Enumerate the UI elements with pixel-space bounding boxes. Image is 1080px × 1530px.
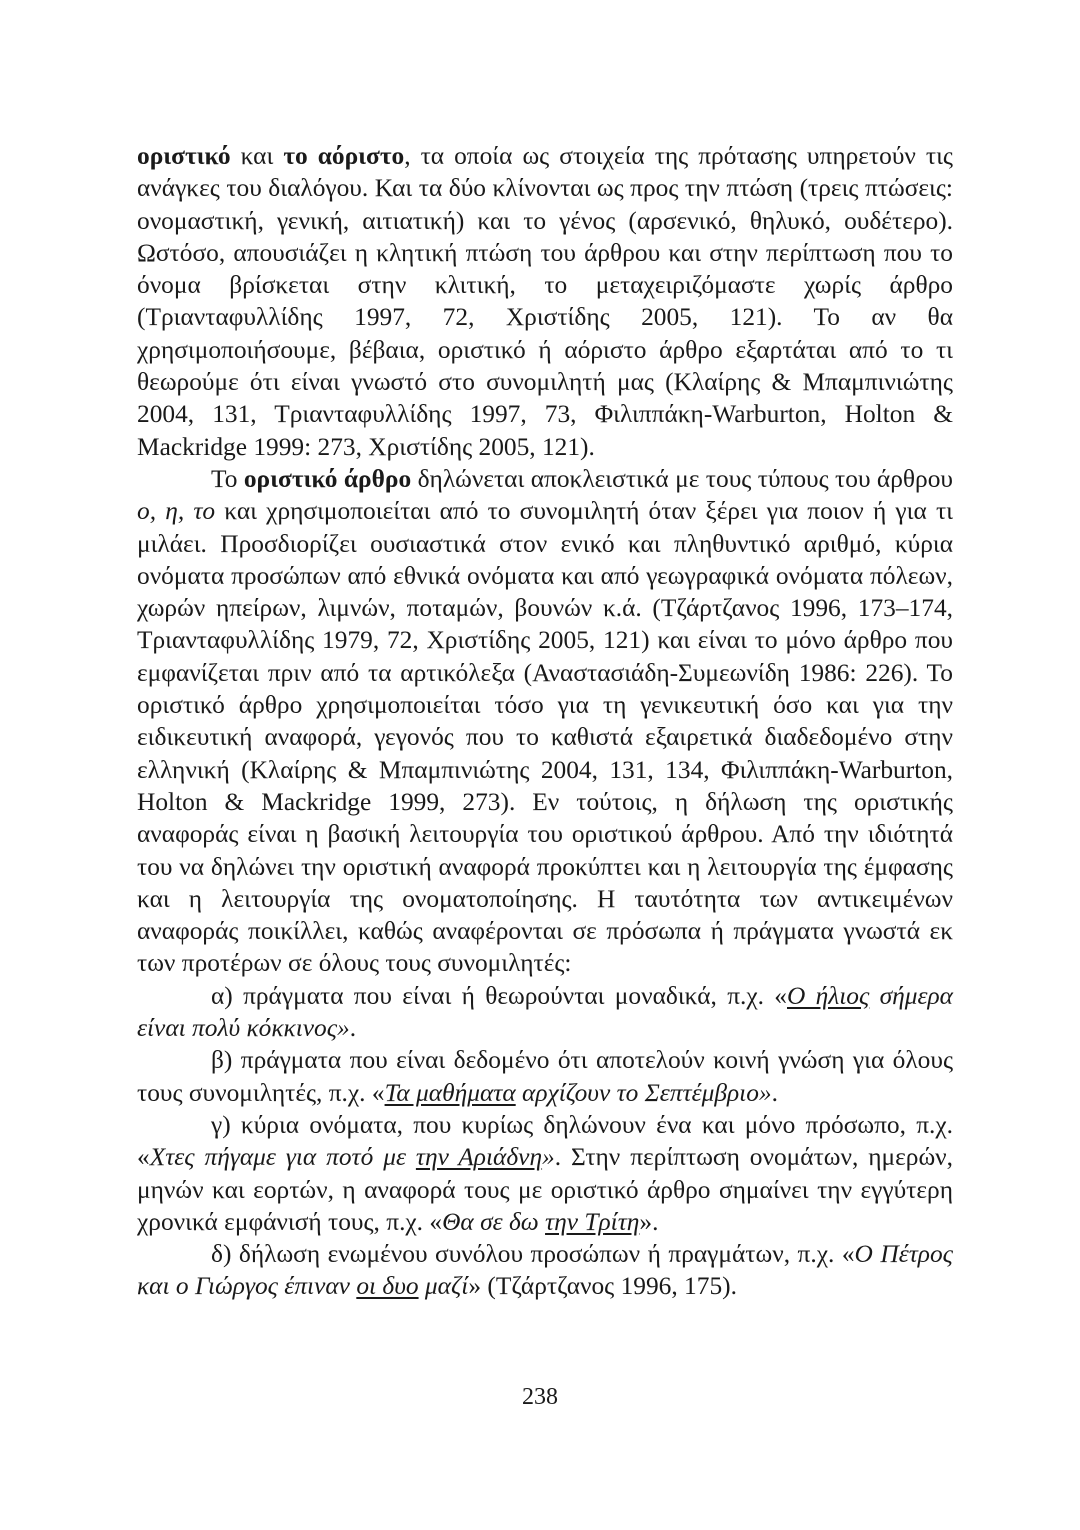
list-item-united-group xyxy=(137,1238,953,1303)
italic-example: σήμερα είναι πολύ κόκκινος» xyxy=(137,981,953,1043)
bold-term: το αόριστο xyxy=(283,142,405,170)
text-run: γ) κύρια ονόματα, που κυρίως δηλώνουν ένα και μόνο πρόσωπο, π.χ. « xyxy=(137,1110,953,1172)
list-item-common-knowledge xyxy=(137,1044,953,1109)
list-item-proper-names xyxy=(137,1109,953,1238)
text-run: δ) δήλωση ενωμένου συνόλου προσώπων ή πραγμάτων, π.χ. « xyxy=(211,1240,855,1269)
text-run: Το xyxy=(211,464,244,493)
italic-example: » xyxy=(542,1143,555,1172)
text-run: δηλώνεται αποκλειστικά με τους τύπους του άρθρου xyxy=(411,464,953,493)
paragraph-definite-article xyxy=(137,463,953,980)
text-run: . Στην περίπτωση ονομάτων, ημερών, μηνών και εορτών, η αναφορά τους με οριστικό άρθρο σημαίνει την εγγύτερη χρονικά εμφάνισή τους, π.χ. « xyxy=(137,1143,953,1236)
text-run: » (Τζάρτζανος 1996, 175). xyxy=(468,1272,737,1301)
underlined-example xyxy=(545,1208,639,1236)
text-run: β) πράγματα που είναι δεδομένο ότι αποτελούν κοινή γνώση για όλους τους συνομιλητές, π.χ. « xyxy=(137,1046,953,1107)
underlined-example xyxy=(787,982,869,1010)
list-item-unique-things xyxy=(137,980,953,1045)
text-run: , τα οποία ως στοιχεία της πρότασης υπηρετούν τις ανάγκες του διαλόγου. Και τα δύο κλίνονται ως προς την πτώση (τρεις πτώσεις: ονομαστική, γενική, αιτιατική) και το γένος (αρσενικό, θηλυκό, ουδέτερο). Ωστόσο, απουσιάζει η κλητική πτώση του άρθρου και στην περίπτωση που το όνομα βρίσκεται στην κλιτική, το μεταχειριζόμαστε χωρίς άρθρο (Τριανταφυλλίδης 1997, 72, Χριστίδης 2005, 121). Το αν θα χρησιμοποιήσουμε, βέβαια, οριστικό ή αόριστο άρθρο εξαρτάται από το τι θεωρούμε ότι είναι γνωστό στο συνομιλητή μας (Κλαίρης & Μπαμπινιώτης 2004, 131, Τριανταφυλλίδης 1997, 73, Φιλιππάκη-Warburton, Holton & Mackridge 1999: 273, Χριστίδης 2005, 121). xyxy=(137,142,953,461)
bold-term: οριστικό xyxy=(137,142,231,170)
underlined-example xyxy=(356,1272,418,1300)
italic-example: ο, η, το xyxy=(137,497,216,526)
underlined-example-text: οι δυο xyxy=(356,1272,419,1301)
underlined-example-text: την Αριάδνη xyxy=(415,1143,543,1172)
text-run: και χρησιμοποιείται από το συνομιλητή όταν ξέρει για ποιον ή για τι μιλάει. Προσδιορίζει ουσιαστικά στον ενικό και πληθυντικό αριθμό, κύρια ονόματα προσώπων από εθνικά ονόματα και από γεωγραφικά ονόματα πόλεων, χωρών ηπείρων, λιμνών, ποταμών, βουνών κ.ά. (Τζάρτζανος 1996, 173–174, Τριανταφυλλίδης 1979, 72, Χριστίδης 2005, 121) και είναι το μόνο άρθρο που εμφανίζεται πριν από τα αρτικόλεξα (Αναστασιάδη-Συμεωνίδη 1986: 226). Το οριστικό άρθρο χρησιμοποιείται τόσο για τη γενικευτική όσο και για την ειδικευτική αναφορά, γεγονός που το καθιστά εξαιρετικά διαδεδομένο στην ελληνική (Κλαίρης & Μπαμπινιώτης 2004, 131, 134, Φιλιππάκη-Warburton, Holton & Mackridge 1999, 273). Εν τούτοις, η δήλωση της οριστικής αναφοράς είναι η βασική λειτουργία του οριστικού άρθρου. Από την ιδιότητά του να δηλώνει την οριστική αναφορά προκύπτει και η λειτουργία της έμφασης και η λειτουργία της ονοματοποίησης. Η ταυτότητα των αντικειμένων αναφοράς ποικίλλει, καθώς αναφέρονται σε πρόσωπα ή πράγματα γνωστά εκ των προτέρων σε όλους τους συνομιλητές: xyxy=(137,497,953,978)
text-run: . xyxy=(349,1014,357,1043)
italic-example: μαζί xyxy=(418,1272,469,1301)
italic-example: Ο Πέτρος και ο Γιώργος έπιναν xyxy=(137,1240,953,1301)
page-number: 238 xyxy=(522,1384,558,1410)
text-run: α) πράγματα που είναι ή θεωρούνται μοναδικά, π.χ. « xyxy=(211,981,787,1010)
paragraph-articles-intro xyxy=(137,140,953,463)
bold-term: οριστικό άρθρο xyxy=(243,464,412,493)
page-body xyxy=(137,140,953,1303)
underlined-example xyxy=(385,1079,516,1107)
underlined-example xyxy=(416,1143,542,1171)
italic-example: Χτες πήγαμε για ποτό με xyxy=(149,1143,416,1172)
underlined-example-text: την Τρίτη xyxy=(545,1207,640,1236)
underlined-example-text: Ο ήλιος xyxy=(787,981,870,1010)
italic-example: αρχίζουν το Σεπτέμβριο» xyxy=(515,1078,772,1107)
text-run: και xyxy=(230,142,284,170)
italic-example: Θα σε δω xyxy=(442,1207,546,1236)
underlined-example-text: Τα μαθήματα xyxy=(384,1078,516,1107)
text-run: . xyxy=(771,1078,778,1107)
text-run: ». xyxy=(639,1207,659,1236)
